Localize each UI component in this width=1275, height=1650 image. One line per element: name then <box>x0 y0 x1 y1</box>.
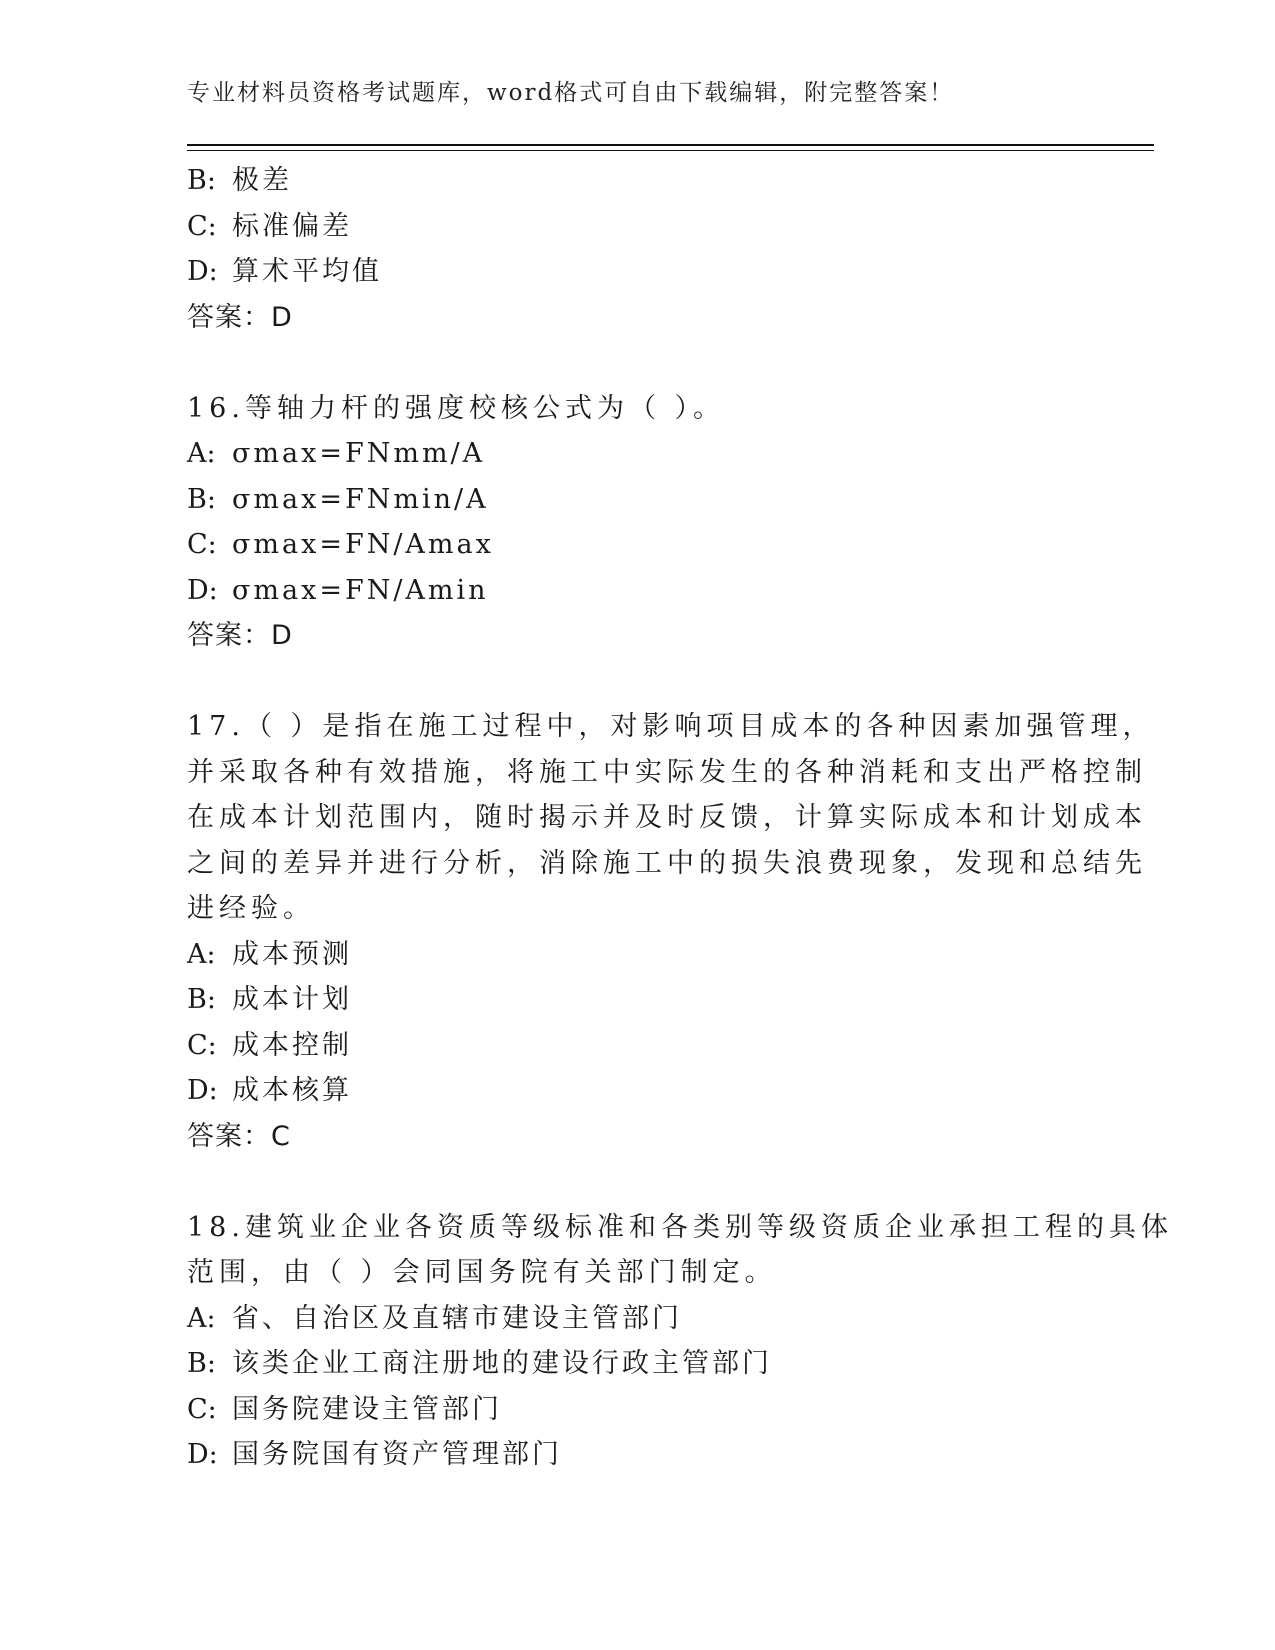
option-label: B: <box>187 1348 216 1379</box>
option-label: D: <box>187 256 218 287</box>
option-a <box>187 1296 1077 1342</box>
question-stem-line: 并采取各种有效措施，将施工中实际发生的各种消耗和支出严格控制 <box>187 756 1147 788</box>
option-label: B: <box>187 165 216 196</box>
option-a <box>187 932 1077 978</box>
option-b <box>187 977 1077 1023</box>
option-text: 成本预测 <box>232 938 352 970</box>
spacer <box>187 659 1077 705</box>
question-stem-line: 之间的差异并进行分析，消除施工中的损失浪费现象，发现和总结先 <box>187 847 1147 879</box>
spacer <box>187 1159 1077 1205</box>
spacer <box>187 340 1077 386</box>
option-text: 极差 <box>232 165 292 196</box>
option-d <box>187 249 1077 295</box>
option-label: A: <box>187 438 216 469</box>
page-header: 专业材料员资格考试题库，word格式可自由下载编辑，附完整答案！ <box>187 80 955 106</box>
answer-line: 答案：D <box>187 620 293 651</box>
header-rule-thick <box>187 144 1154 146</box>
option-text: 标准偏差 <box>232 210 352 242</box>
option-b <box>187 1341 1077 1387</box>
option-label: C: <box>187 210 217 242</box>
question-18 <box>187 1205 1173 1478</box>
option-c <box>187 1023 1077 1069</box>
option-label: C: <box>187 1393 217 1425</box>
question-17 <box>187 704 1155 1159</box>
question-stem-line: 进经验。 <box>187 893 315 924</box>
option-text: 算术平均值 <box>232 256 382 287</box>
option-text: σmax=FN/Amax <box>232 529 494 560</box>
option-label: D: <box>187 1075 218 1106</box>
option-a <box>187 431 1077 477</box>
option-text: 成本核算 <box>232 1075 352 1106</box>
option-d <box>187 568 1077 614</box>
option-label: D: <box>187 574 218 606</box>
option-label: A: <box>187 1302 216 1334</box>
option-d <box>187 1068 1077 1114</box>
option-text: 该类企业工商注册地的建设行政主管部门 <box>232 1348 772 1379</box>
answer-line: 答案：D <box>187 301 293 333</box>
option-b <box>187 477 1077 523</box>
question-stem-line: 17.（ ）是指在施工过程中，对影响项目成本的各种因素加强管理， <box>187 711 1155 742</box>
option-label: C: <box>187 529 217 560</box>
option-text: 国务院国有资产管理部门 <box>232 1439 562 1470</box>
option-label: B: <box>187 984 216 1015</box>
option-text: 成本计划 <box>232 984 352 1015</box>
option-c <box>187 204 1077 250</box>
option-label: C: <box>187 1029 217 1061</box>
header-rule-thin <box>187 150 1154 151</box>
option-text: σmax=FN/Amin <box>232 574 489 606</box>
option-text: 国务院建设主管部门 <box>232 1393 502 1425</box>
question-stem: 16.等轴力杆的强度校核公式为（ ）。 <box>187 392 726 424</box>
option-d <box>187 1432 1077 1478</box>
question-list <box>187 158 1173 1478</box>
question-stem-line: 在成本计划范围内，随时揭示并及时反馈，计算实际成本和计划成本 <box>187 802 1147 833</box>
option-text: 省、自治区及直辖市建设主管部门 <box>232 1302 682 1334</box>
option-c <box>187 522 1077 568</box>
option-b <box>187 158 1077 204</box>
question-16 <box>187 386 1077 659</box>
question-15 <box>187 158 1077 340</box>
option-label: B: <box>187 483 216 515</box>
option-text: σmax=FNmin/A <box>232 483 489 515</box>
option-label: A: <box>187 938 216 970</box>
option-c <box>187 1387 1077 1433</box>
option-text: σmax=FNmm/A <box>232 438 486 469</box>
question-stem-line: 范围，由（ ）会同国务院有关部门制定。 <box>187 1257 777 1288</box>
question-stem-line: 18.建筑业企业各资质等级标准和各类别等级资质企业承担工程的具体 <box>187 1211 1173 1243</box>
option-text: 成本控制 <box>232 1029 352 1061</box>
answer-line: 答案：C <box>187 1120 291 1152</box>
option-label: D: <box>187 1439 218 1470</box>
